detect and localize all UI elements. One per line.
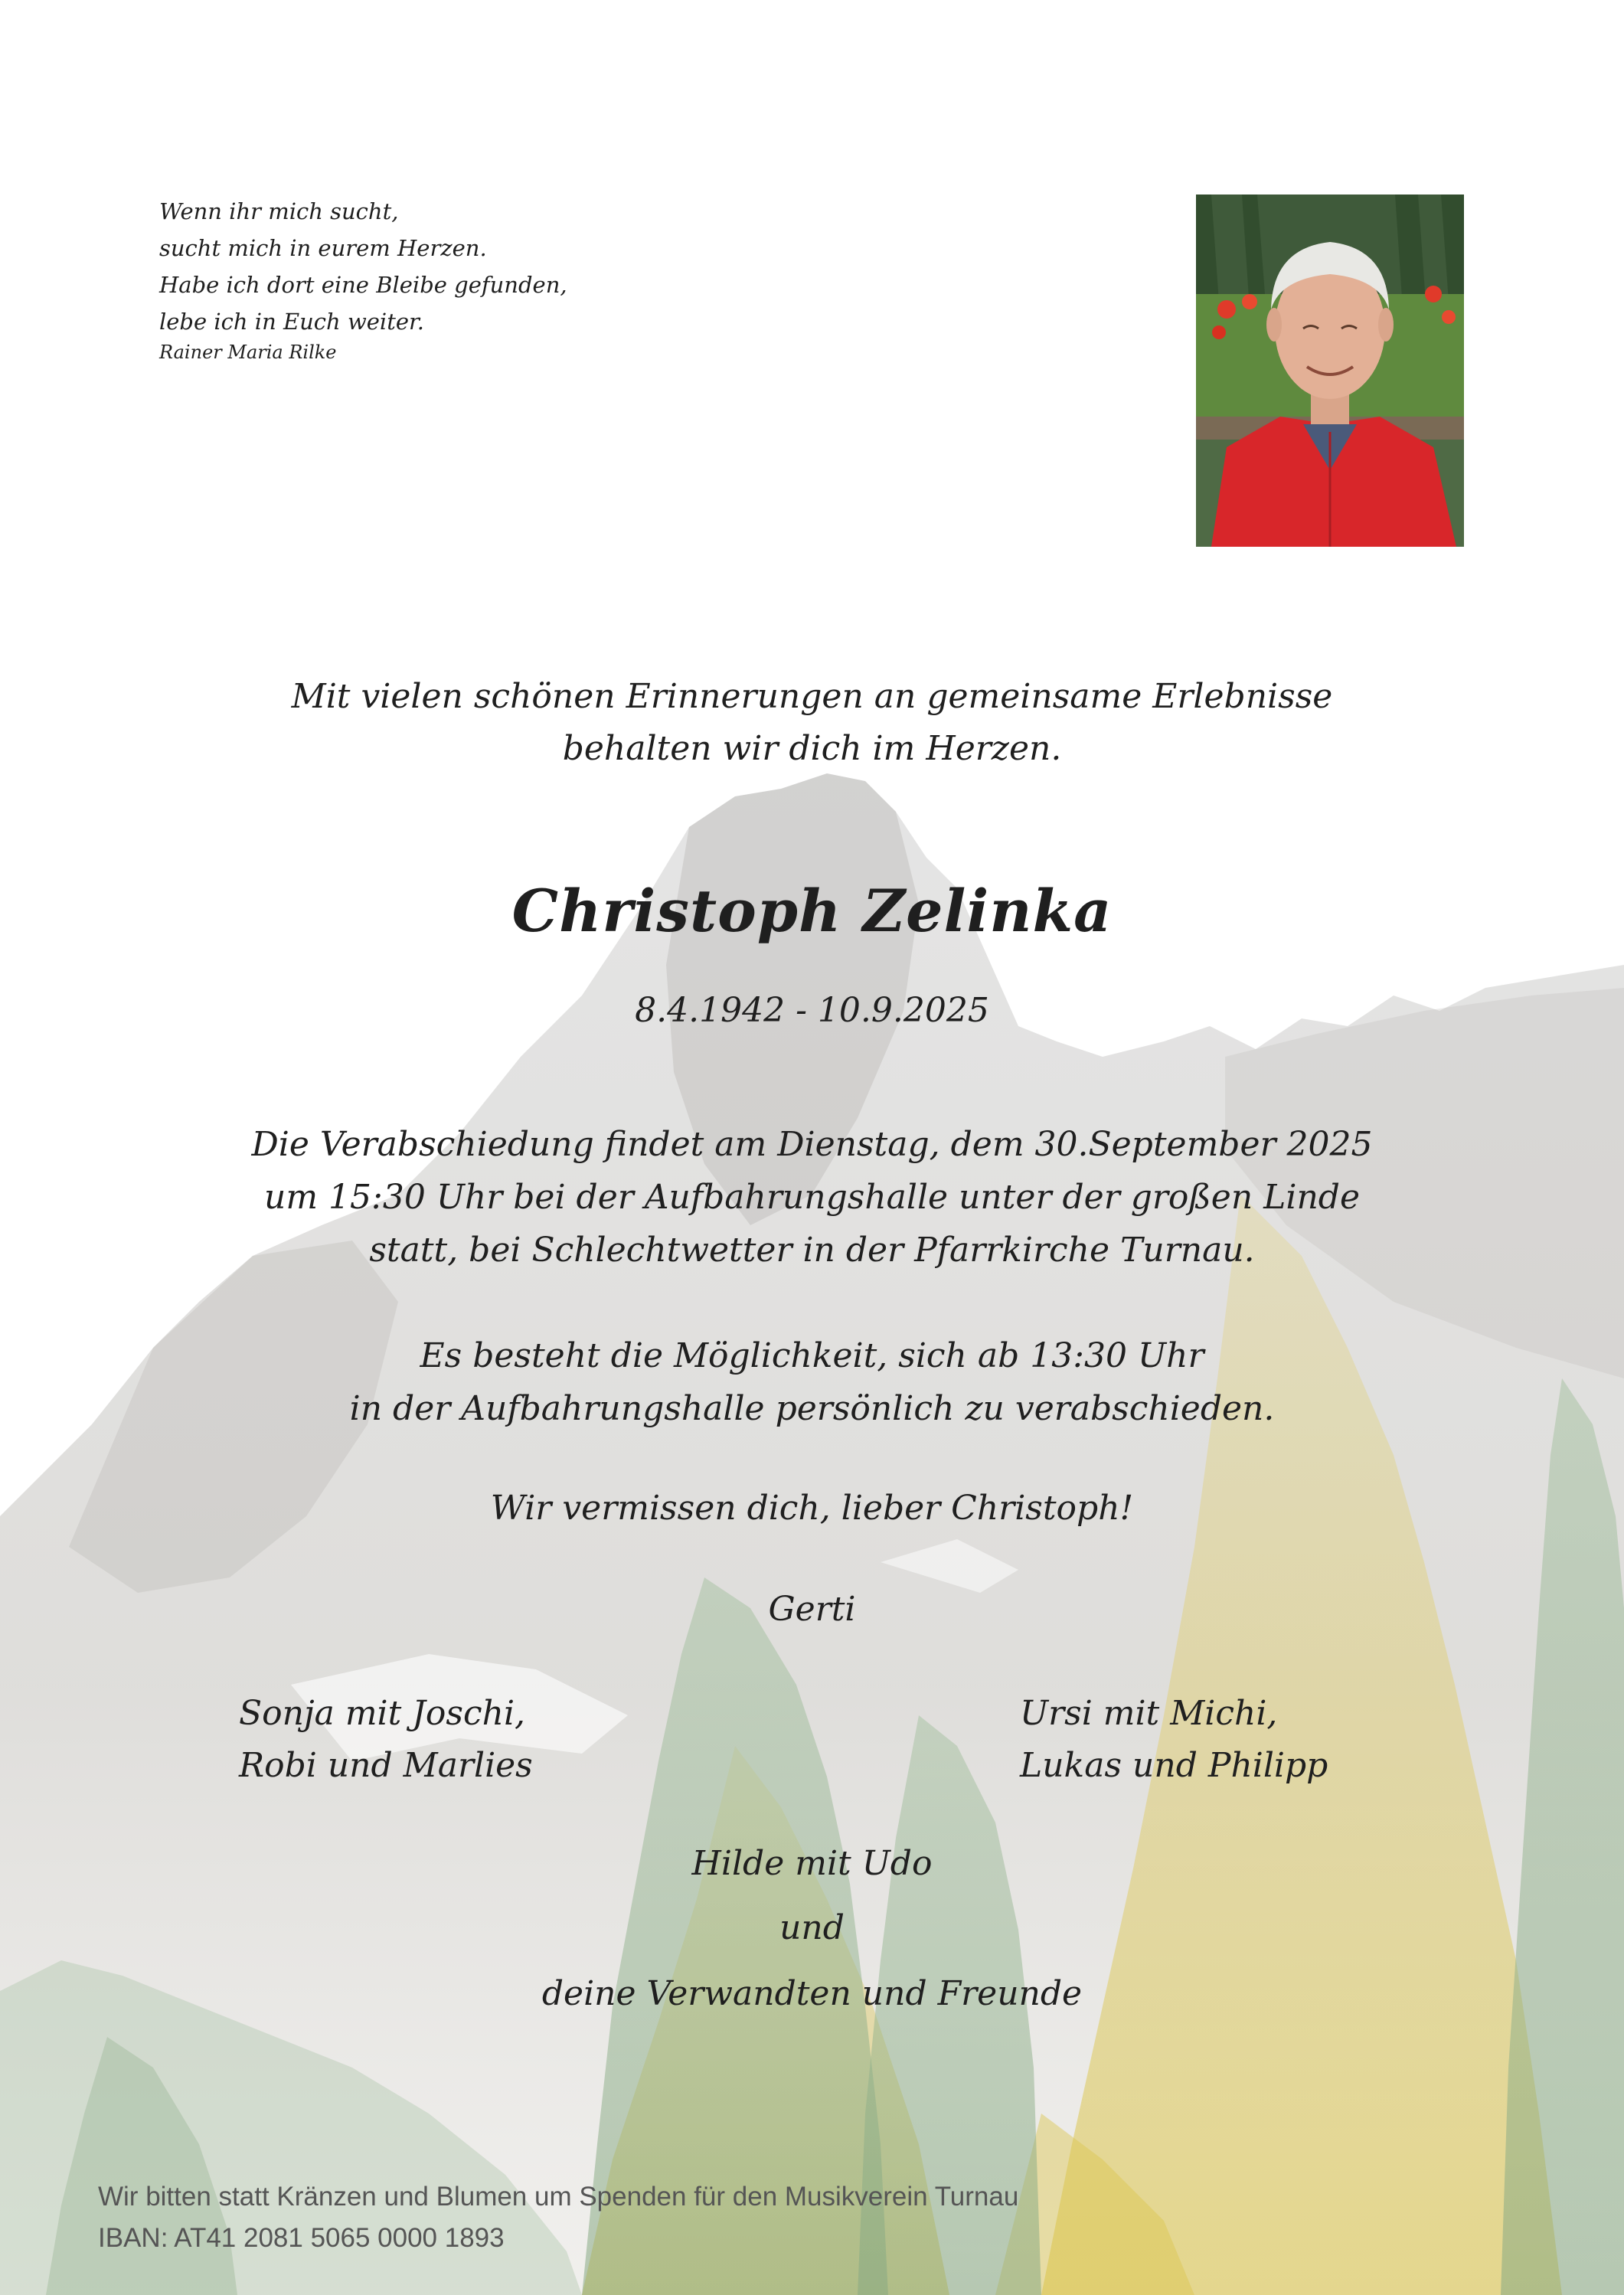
funeral-announcement (0, 1118, 1624, 1277)
announcement-line: Die Verabschiedung findet am Dienstag, dem 30.September 2025 (251, 1125, 1373, 1164)
poem-author: Rainer Maria Rilke (159, 342, 337, 363)
mourner-line: Robi und Marlies (239, 1746, 533, 1785)
intro-line: Mit vielen schönen Erinnerungen an gemeinsame Erlebnisse (291, 677, 1333, 716)
mourner-line: Ursi mit Michi, (1020, 1694, 1278, 1733)
mourner-line: Lukas und Philipp (1020, 1746, 1328, 1785)
deceased-name: Christoph Zelinka (511, 877, 1113, 945)
mourners-right-column (1020, 1688, 1328, 1792)
visitation-line: Es besteht die Möglichkeit, sich ab 13:30 Uhr (420, 1336, 1204, 1375)
portrait-photo (1196, 195, 1464, 547)
visitation-notice (0, 1329, 1624, 1435)
farewell-line: Wir vermissen dich, lieber Christoph! (490, 1489, 1134, 1528)
mourner-line: Sonja mit Joschi, (239, 1694, 526, 1733)
donation-footer (98, 2176, 1018, 2259)
donation-request: Wir bitten statt Kränzen und Blumen um Spenden für den Musikverein Turnau (98, 2182, 1019, 2212)
donation-iban: IBAN: AT41 2081 5065 0000 1893 (98, 2223, 505, 2253)
mourner-conjunction: und (779, 1908, 845, 1947)
mourners-left-column (239, 1688, 533, 1792)
mourner-relatives: deine Verwandten und Freunde (541, 1974, 1083, 2013)
intro-text (0, 671, 1624, 775)
life-dates: 8.4.1942 - 10.9.2025 (635, 991, 989, 1030)
visitation-line: in der Aufbahrungshalle persönlich zu verabschieden. (349, 1389, 1275, 1428)
poem-line: Habe ich dort eine Bleibe gefunden, (159, 272, 567, 298)
poem-line: lebe ich in Euch weiter. (159, 309, 424, 335)
poem-line: sucht mich in eurem Herzen. (159, 235, 487, 261)
poem-quote (159, 193, 695, 366)
mourner-spouse: Gerti (768, 1590, 856, 1629)
mourner-sibling: Hilde mit Udo (691, 1844, 933, 1883)
poem-line: Wenn ihr mich sucht, (159, 198, 399, 224)
announcement-line: um 15:30 Uhr bei der Aufbahrungshalle unter der großen Linde (263, 1178, 1360, 1217)
announcement-line: statt, bei Schlechtwetter in der Pfarrkirche Turnau. (369, 1231, 1255, 1270)
intro-line: behalten wir dich im Herzen. (562, 729, 1062, 768)
